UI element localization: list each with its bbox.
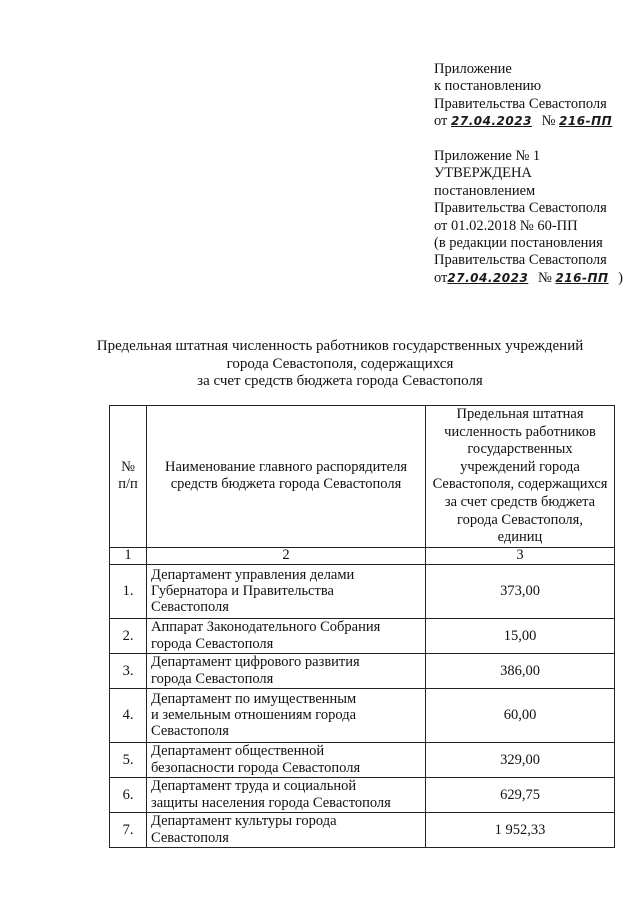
- row-value: 373,00: [426, 564, 615, 618]
- appendix-block: [434, 61, 612, 131]
- approval-block: [434, 148, 623, 287]
- appendix-date-line: [434, 113, 612, 130]
- approval-line: Приложение № 1: [434, 148, 541, 164]
- document-title: [40, 338, 640, 391]
- number-sign: №: [537, 269, 552, 286]
- table-row: [110, 777, 615, 812]
- title-line: города Севастополя, содержащихся: [226, 355, 454, 372]
- row-num: 4.: [110, 688, 147, 742]
- table-row: [110, 688, 615, 742]
- table-row: [110, 812, 615, 847]
- table-row: [110, 653, 615, 688]
- header-value: Предельная штатная численность работников государственных учреждений города Севастополя, содержащихся за счет средств бюджета города Севастополя, единиц: [426, 406, 615, 548]
- index-cell: 3: [426, 547, 615, 564]
- row-name: Аппарат Законодательного Собрания города Севастополя: [147, 618, 426, 653]
- row-value: 386,00: [426, 653, 615, 688]
- row-num: 3.: [110, 653, 147, 688]
- column-index-row: [110, 547, 615, 564]
- approval-line: Правительства Севастополя: [434, 200, 607, 217]
- row-value: 60,00: [426, 688, 615, 742]
- number-sign: №: [541, 113, 556, 130]
- appendix-line: Правительства Севастополя: [434, 95, 607, 112]
- row-num: 5.: [110, 742, 147, 777]
- row-name: Департамент труда и социальной защиты населения города Севастополя: [147, 777, 426, 812]
- index-cell: 2: [147, 547, 426, 564]
- date-prefix: от: [434, 113, 448, 130]
- closing-paren: ): [618, 269, 624, 286]
- header-num: № п/п: [110, 406, 147, 548]
- approval-line: постановлением: [434, 182, 536, 199]
- table-header-row: [110, 406, 615, 548]
- handwritten-date: 27.04.2023: [451, 114, 532, 129]
- index-cell: 1: [110, 547, 147, 564]
- table-row: [110, 742, 615, 777]
- appendix-line: к постановлению: [434, 78, 542, 95]
- row-name: Департамент общественной безопасности города Севастополя: [147, 742, 426, 777]
- handwritten-date: 27.04.2023: [447, 270, 529, 285]
- row-value: 15,00: [426, 618, 615, 653]
- title-line: Предельная штатная численность работников государственных учреждений: [96, 338, 584, 354]
- approval-line: Правительства Севастополя: [434, 252, 607, 269]
- row-value: 1 952,33: [426, 812, 615, 847]
- approval-date-line: [434, 270, 623, 287]
- header-name: Наименование главного распорядителя средств бюджета города Севастополя: [147, 406, 426, 548]
- handwritten-number: 216-ПП: [555, 270, 609, 285]
- row-name: Департамент управления делами Губернатора и Правительства Севастополя: [147, 564, 426, 618]
- appendix-line: Приложение: [434, 61, 512, 77]
- row-name: Департамент культуры города Севастополя: [147, 812, 426, 847]
- handwritten-number: 216-ПП: [559, 114, 613, 129]
- staff-limit-table: [109, 405, 615, 848]
- row-value: 329,00: [426, 742, 615, 777]
- approval-line: (в редакции постановления: [434, 235, 603, 252]
- row-num: 1.: [110, 564, 147, 618]
- row-num: 6.: [110, 777, 147, 812]
- table-row: [110, 564, 615, 618]
- date-prefix: от: [434, 269, 448, 286]
- row-name: Департамент по имущественным и земельным отношениям города Севастополя: [147, 688, 426, 742]
- table-row: [110, 618, 615, 653]
- title-line: за счет средств бюджета города Севастополя: [197, 373, 483, 390]
- approval-line: УТВЕРЖДЕНА: [434, 165, 532, 182]
- row-value: 629,75: [426, 777, 615, 812]
- row-name: Департамент цифрового развития города Севастополя: [147, 653, 426, 688]
- row-num: 2.: [110, 618, 147, 653]
- approval-line: от 01.02.2018 № 60-ПП: [434, 217, 578, 234]
- row-num: 7.: [110, 812, 147, 847]
